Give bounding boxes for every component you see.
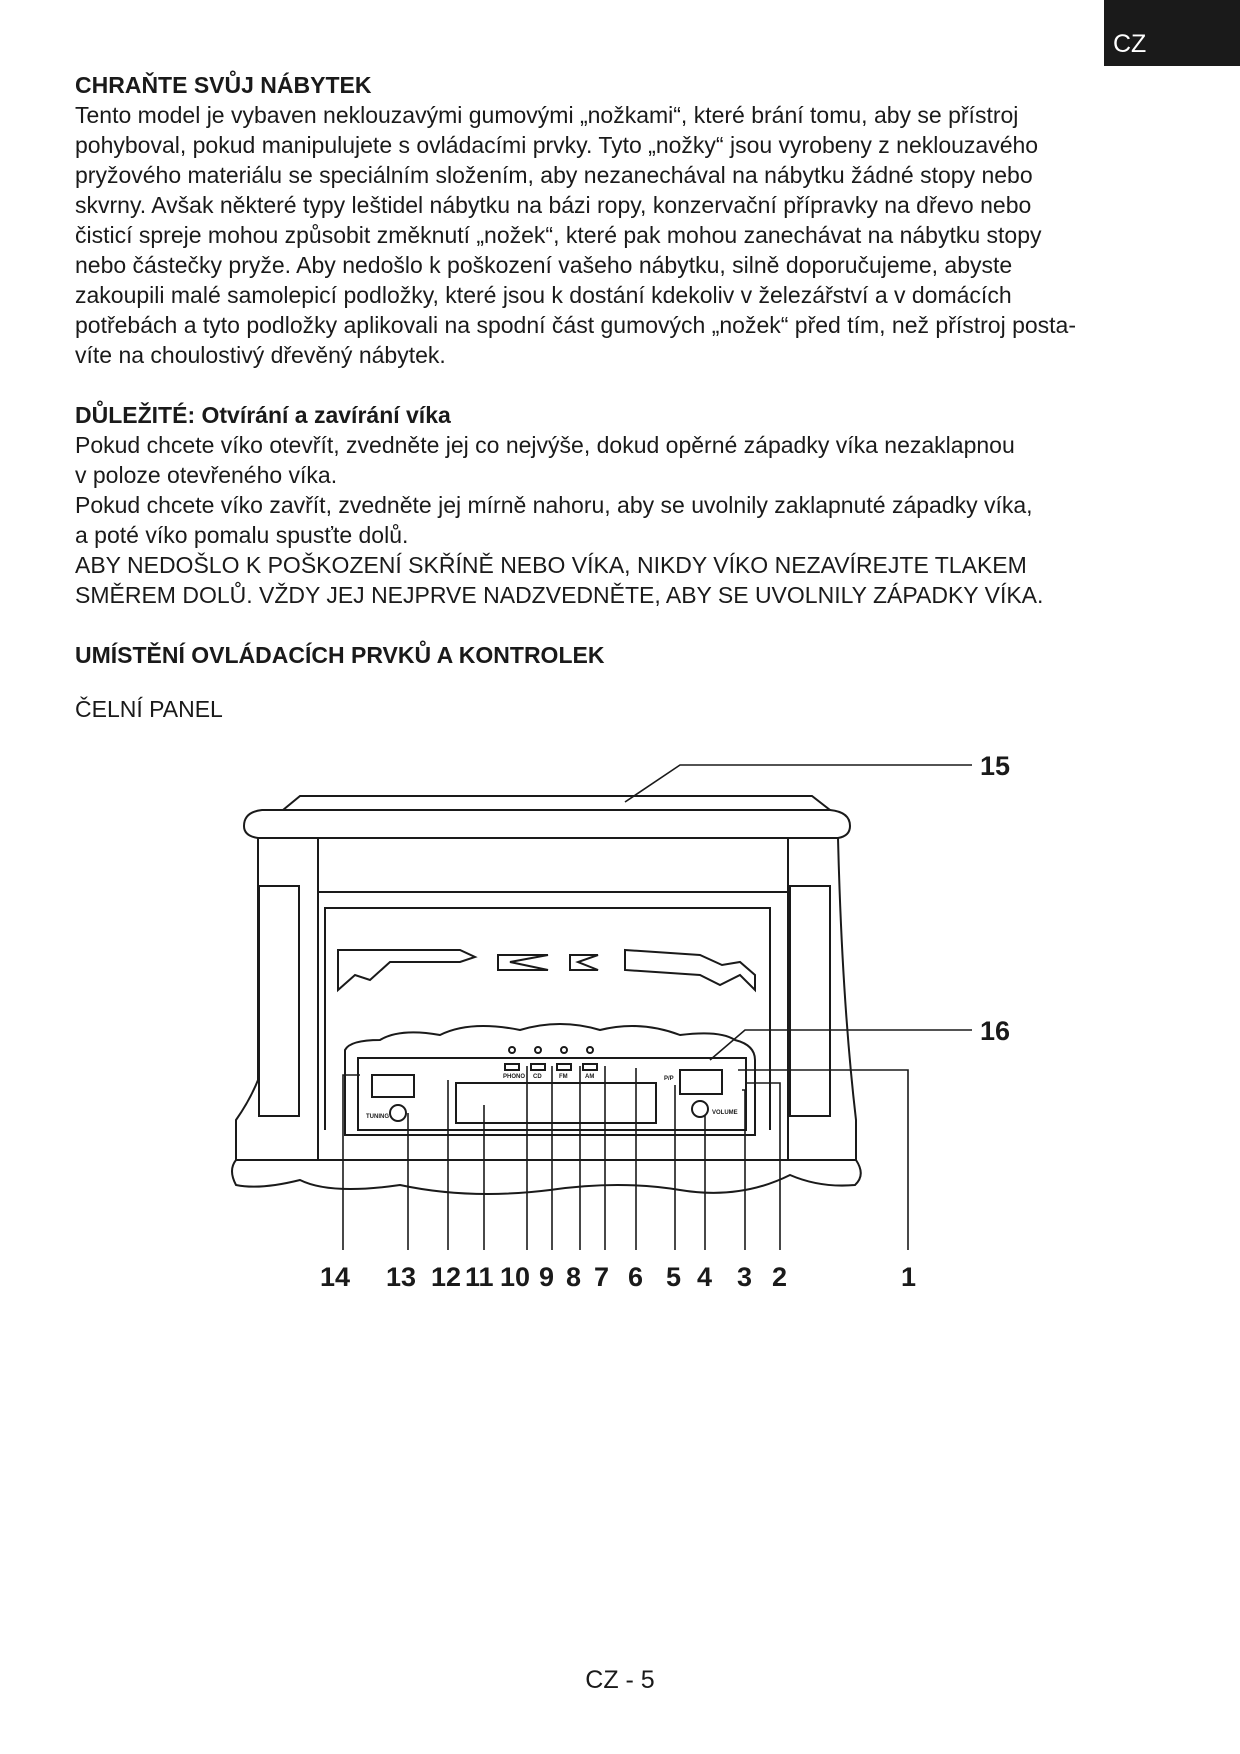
cabinet-base	[232, 1160, 861, 1194]
leader-15	[625, 765, 972, 802]
tuning-display	[372, 1075, 414, 1097]
paragraph-line: nebo částečky pryže. Aby nedošlo k poškození vašeho nábytku, silně doporučujeme, abyste	[75, 252, 1013, 278]
leader-2	[745, 1083, 780, 1250]
section-protect-furniture	[75, 70, 1175, 370]
callout-2: 2	[772, 1262, 788, 1292]
am-label: AM	[585, 1074, 595, 1080]
spacer	[75, 610, 1175, 640]
paragraph-line: v poloze otevřeného víka.	[75, 462, 338, 488]
left-speaker	[259, 886, 299, 1116]
paragraph-line: Pokud chcete víko zavřít, zvedněte jej mírně nahoru, aby se uvolnily zaklapnuté západky víka,	[75, 492, 1033, 518]
grille-mid1	[498, 955, 548, 970]
callout-3: 3	[737, 1262, 753, 1292]
callout-15: 15	[980, 751, 1011, 781]
section-heading: CHRAŇTE SVŮJ NÁBYTEK	[75, 72, 372, 98]
callout-9: 9	[539, 1262, 555, 1292]
callout-6: 6	[628, 1262, 644, 1292]
callout-13: 13	[386, 1262, 417, 1292]
phono-label: PHONO	[503, 1074, 526, 1080]
control-panel	[358, 1058, 746, 1130]
led-cd	[535, 1047, 541, 1053]
leader-1	[738, 1070, 908, 1250]
paragraph-line: ABY NEDOŠLO K POŠKOZENÍ SKŘÍNĚ NEBO VÍKA, NIKDY VÍKO NEZAVÍREJTE TLAKEM	[75, 552, 1027, 578]
tuning-knob	[390, 1105, 406, 1121]
leader-3	[742, 1090, 745, 1250]
button-fm	[557, 1064, 571, 1070]
callout-4: 4	[697, 1262, 713, 1292]
section-controls	[75, 640, 1175, 724]
grille-left	[338, 950, 475, 990]
section-heading: DŮLEŽITÉ: Otvírání a zavírání víka	[75, 402, 451, 428]
left-pillar	[236, 838, 318, 1160]
button-phono	[505, 1064, 519, 1070]
volume-label: VOLUME	[712, 1110, 738, 1116]
callout-12: 12	[431, 1262, 462, 1292]
paragraph-line: Pokud chcete víko otevřít, zvedněte jej co nejvýše, dokud opěrné západky víka nezaklapnou	[75, 432, 1015, 458]
language-tab	[1104, 0, 1240, 66]
fm-label: FM	[559, 1074, 568, 1080]
tuning-label: TUNING	[366, 1114, 389, 1120]
subheading: ČELNÍ PANEL	[75, 696, 223, 722]
callout-11: 11	[465, 1262, 494, 1292]
button-cd	[531, 1064, 545, 1070]
lid-outline	[283, 796, 830, 810]
upper-band	[318, 838, 788, 892]
callout-5: 5	[666, 1262, 682, 1292]
callout-1: 1	[901, 1262, 917, 1292]
page-content	[75, 70, 1175, 724]
spacer	[75, 670, 1175, 694]
right-speaker	[790, 886, 830, 1116]
paragraph-line: SMĚREM DOLŮ. VŽDY JEJ NEJPRVE NADZVEDNĚTE, ABY SE UVOLNILY ZÁPADKY VÍKA.	[75, 582, 1044, 608]
paragraph-line: zakoupili malé samolepicí podložky, které jsou k dostání kdekoliv v železářství a v domácích	[75, 282, 1012, 308]
paragraph-line: pohyboval, pokud manipulujete s ovládacími prvky. Tyto „nožky“ jsou vyrobeny z neklouzavého	[75, 132, 1039, 158]
turntable-opening	[325, 908, 770, 1130]
section-lid	[75, 400, 1175, 610]
cd-label: CD	[533, 1074, 542, 1080]
spacer	[75, 370, 1175, 400]
led-fm	[561, 1047, 567, 1053]
right-display	[680, 1070, 722, 1094]
callout-14: 14	[320, 1262, 351, 1292]
volume-knob	[692, 1101, 708, 1117]
grille-mid2	[570, 955, 598, 970]
control-panel-bezel	[345, 1024, 755, 1135]
paragraph-line: a poté víko pomalu spusťte dolů.	[75, 522, 409, 548]
paragraph-line: víte na choulostivý dřevěný nábytek.	[75, 342, 446, 368]
paragraph-line: čisticí spreje mohou způsobit změknutí „nožek“, které pak mohou zanechávat na nábytku stopy	[75, 222, 1042, 248]
paragraph-line: pryžového materiálu se speciálním složením, aby nezanechával na nábytku žádné stopy nebo	[75, 162, 1033, 188]
paragraph-line: Tento model je vybaven neklouzavými gumovými „nožkami“, které brání tomu, aby se přístroj	[75, 102, 1019, 128]
led-phono	[509, 1047, 515, 1053]
language-tab-label: CZ	[1113, 30, 1147, 58]
callout-10: 10	[500, 1262, 531, 1292]
button-am	[583, 1064, 597, 1070]
leader-14	[343, 1075, 360, 1250]
grille-right	[625, 950, 755, 990]
paragraph-line: skvrny. Avšak některé typy leštidel nábytku na bázi ropy, konzervační přípravky na dřevo nebo	[75, 192, 1032, 218]
callout-7: 7	[594, 1262, 610, 1292]
led-am	[587, 1047, 593, 1053]
cabinet-top	[244, 810, 850, 838]
callout-8: 8	[566, 1262, 582, 1292]
paragraph-line: potřebách a tyto podložky aplikovali na spodní část gumových „nožek“ před tím, než přístroj posta-	[75, 312, 1077, 338]
callout-16: 16	[980, 1016, 1011, 1046]
right-pillar	[788, 838, 856, 1160]
page-number: CZ - 5	[585, 1666, 655, 1694]
cd-drawer	[456, 1083, 656, 1123]
pp-label: P/P	[664, 1076, 674, 1082]
leader-16	[710, 1030, 972, 1060]
section-heading: UMÍSTĚNÍ OVLÁDACÍCH PRVKŮ A KONTROLEK	[75, 642, 605, 668]
